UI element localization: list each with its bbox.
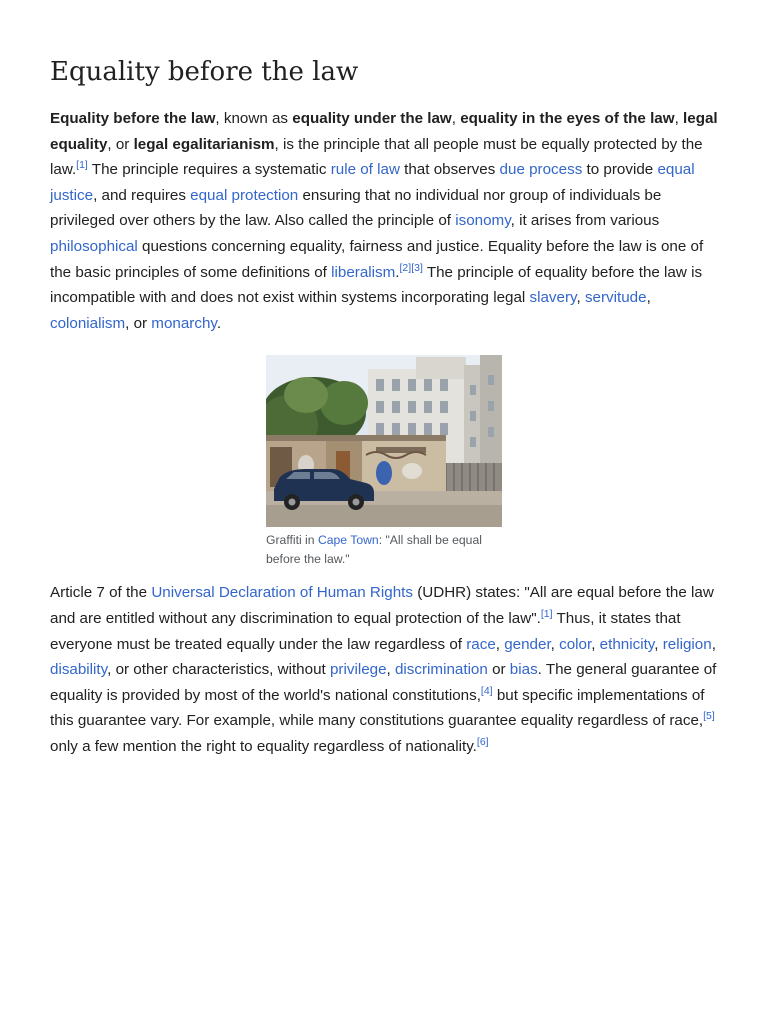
text: The principle requires a systematic — [87, 161, 331, 179]
link-philosophical[interactable]: philosophical — [50, 237, 138, 255]
text: , — [646, 289, 651, 307]
caption-text: : "All shall be equal before the law." — [266, 533, 482, 567]
text: , — [386, 661, 395, 679]
text: . — [395, 263, 400, 281]
link-religion[interactable]: religion — [662, 635, 712, 653]
link-slavery[interactable]: slavery — [529, 289, 577, 307]
link-liberalism[interactable]: liberalism — [331, 263, 396, 281]
text: , or other characteristics, without — [107, 661, 330, 679]
text: . The general guarantee of equality is provided by most of the world's national constitutions, — [50, 661, 717, 704]
link-equal-protection[interactable]: equal protection — [190, 186, 299, 204]
text: , — [654, 635, 663, 653]
link-rule-of-law[interactable]: rule of law — [330, 161, 400, 179]
link-isonomy[interactable]: isonomy — [455, 212, 511, 230]
link-cape-town[interactable]: Cape Town — [317, 533, 379, 548]
link-gender[interactable]: gender — [504, 635, 551, 653]
bold-term: legal equality — [50, 110, 718, 153]
text: , — [711, 635, 716, 653]
link-race[interactable]: race — [466, 635, 496, 653]
text: ensuring that no individual nor group of individuals be privileged over others by the law. Also called the principle of — [50, 186, 662, 230]
link-colonialism[interactable]: colonialism — [50, 314, 126, 332]
text: to provide — [582, 161, 658, 179]
body-paragraph — [50, 580, 718, 759]
text: Article 7 of the — [50, 584, 152, 602]
reference-link-5[interactable]: [5] — [703, 710, 715, 723]
text: , it arises from various — [510, 212, 660, 230]
link-color[interactable]: color — [559, 635, 592, 653]
text: (UDHR) states: "All are equal before the law and are entitled without any discrimination to equal protection of the law". — [50, 584, 714, 627]
graffiti-photo[interactable] — [266, 355, 502, 527]
bold-term: Equality before the law — [50, 110, 216, 127]
link-ethnicity[interactable]: ethnicity — [599, 635, 655, 653]
link-disability[interactable]: disability — [50, 661, 108, 679]
link-servitude[interactable]: servitude — [584, 289, 647, 307]
text: , is the principle that all people must be equally protected by the law. — [50, 135, 703, 179]
reference-link-4[interactable]: [4] — [480, 684, 493, 697]
link-discrimination[interactable]: discrimination — [394, 661, 488, 679]
text: , — [591, 635, 600, 653]
text: that observes — [399, 161, 500, 179]
text: but specific implementations of this guarantee vary. For example, while many constitutions guarantee equality regardless of race, — [50, 686, 705, 730]
reference-link-1[interactable]: [1] — [76, 159, 88, 172]
text: . — [216, 314, 222, 332]
text: , known as — [215, 110, 293, 127]
figure-graffiti — [266, 355, 502, 569]
reference-link-6[interactable]: [6] — [476, 735, 489, 748]
link-monarchy[interactable]: monarchy — [151, 314, 217, 332]
text: only a few mention the right to equality regardless of nationality. — [50, 737, 477, 755]
text: questions concerning equality, fairness and justice. Equality before the law is one of the basic principles of some definitions of — [50, 237, 704, 281]
figure-caption — [266, 531, 502, 569]
intro-paragraph — [50, 106, 718, 336]
link-equal-justice[interactable]: equal justice — [50, 161, 695, 204]
caption-text: Graffiti in — [266, 533, 318, 548]
link-udhr[interactable]: Universal Declaration of Human Rights — [151, 584, 413, 602]
reference-link-3[interactable]: [3] — [411, 261, 423, 274]
link-due-process[interactable]: due process — [499, 161, 583, 179]
text: , or — [107, 135, 134, 153]
link-bias[interactable]: bias — [509, 661, 538, 679]
article-content — [50, 52, 718, 760]
text: , — [674, 110, 684, 127]
text: , — [550, 635, 560, 653]
bold-term: equality in the eyes of the law — [460, 110, 675, 127]
text: Thus, it states that everyone must be treated equally under the law regardless of — [50, 609, 681, 653]
text: , or — [125, 314, 152, 332]
reference-link-1b[interactable]: [1] — [540, 607, 553, 620]
text: , — [495, 635, 505, 653]
bold-term: legal egalitarianism — [133, 135, 275, 153]
reference-link-2[interactable]: [2] — [399, 261, 412, 274]
text: , and requires — [93, 186, 191, 204]
text: or — [487, 661, 510, 679]
text: The principle of equality before the law is incompatible with and does not exist within systems incorporating legal — [50, 263, 703, 307]
text: , — [576, 289, 585, 307]
text: , — [451, 110, 461, 127]
bold-term: equality under the law — [292, 110, 452, 127]
link-privilege[interactable]: privilege — [329, 661, 387, 679]
page-title: Equality before the law — [50, 57, 359, 87]
